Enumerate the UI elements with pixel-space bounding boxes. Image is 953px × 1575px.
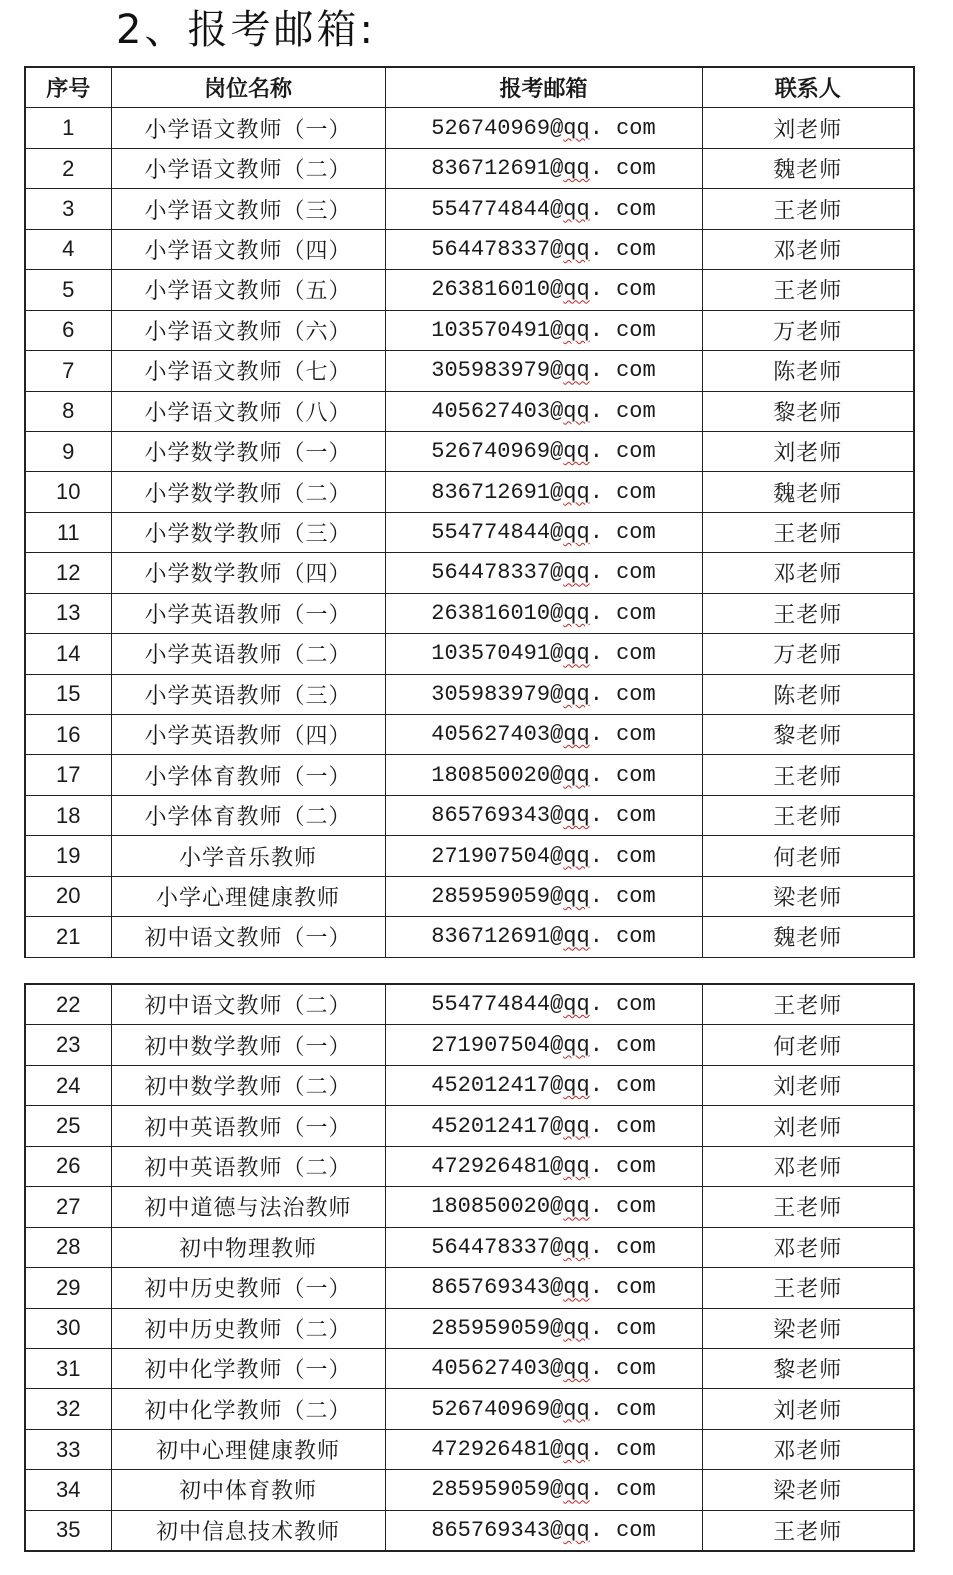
row-position: 初中化学教师（一）: [111, 1348, 385, 1388]
email-user: 472926481@: [431, 1153, 564, 1179]
row-position: 小学体育教师（一）: [111, 755, 385, 795]
row-position: 初中道德与法治教师: [111, 1187, 385, 1227]
table-row: [25, 984, 914, 1025]
row-seq: 15: [25, 674, 111, 714]
email-user: 836712691@: [431, 156, 564, 182]
row-contact: 陈老师: [702, 674, 914, 714]
row-seq: 30: [25, 1308, 111, 1348]
email-domain: qq: [563, 277, 590, 303]
row-email[interactable]: [385, 755, 702, 795]
email-user: 103570491@: [431, 641, 564, 667]
row-position: 初中信息技术教师: [111, 1510, 385, 1551]
row-seq: 32: [25, 1389, 111, 1429]
row-contact: 梁老师: [702, 1308, 914, 1348]
row-seq: 22: [25, 984, 111, 1025]
row-seq: 27: [25, 1187, 111, 1227]
row-position: 小学语文教师（三）: [111, 189, 385, 229]
row-contact: 邓老师: [702, 1429, 914, 1469]
row-seq: 26: [25, 1146, 111, 1186]
row-contact: 万老师: [702, 634, 914, 674]
table-row: [25, 1227, 914, 1267]
email-domain: qq: [563, 439, 590, 465]
row-seq: 8: [25, 391, 111, 431]
email-user: 472926481@: [431, 1437, 564, 1463]
email-user: 564478337@: [431, 236, 564, 262]
email-user: 526740969@: [431, 1396, 564, 1422]
row-position: 初中化学教师（二）: [111, 1389, 385, 1429]
row-seq: 33: [25, 1429, 111, 1469]
row-position: 小学语文教师（七）: [111, 351, 385, 391]
email-tld: . com: [589, 600, 656, 626]
table-row: [25, 512, 914, 552]
row-seq: 5: [25, 270, 111, 310]
row-seq: 16: [25, 715, 111, 755]
email-domain: qq: [563, 1396, 590, 1422]
email-user: 554774844@: [431, 196, 564, 222]
row-seq: 10: [25, 472, 111, 512]
email-domain: qq: [563, 196, 590, 222]
email-domain: qq: [563, 1315, 590, 1341]
table-row: [25, 1429, 914, 1469]
table-row: [25, 229, 914, 269]
row-email[interactable]: [385, 1389, 702, 1429]
row-position: 初中语文教师（二）: [111, 984, 385, 1025]
email-tld: . com: [589, 1315, 656, 1341]
row-seq: 2: [25, 148, 111, 188]
row-email[interactable]: [385, 148, 702, 188]
email-tld: . com: [589, 762, 656, 788]
email-tld: . com: [589, 1032, 656, 1058]
row-position: 小学语文教师（二）: [111, 148, 385, 188]
row-position: 初中数学教师（二）: [111, 1065, 385, 1105]
row-seq: 25: [25, 1106, 111, 1146]
row-contact: 邓老师: [702, 1146, 914, 1186]
row-email[interactable]: [385, 634, 702, 674]
email-user: 865769343@: [431, 1517, 564, 1543]
email-tld: . com: [589, 1073, 656, 1099]
email-tld: . com: [589, 681, 656, 707]
email-tld: . com: [589, 1153, 656, 1179]
email-user: 285959059@: [431, 883, 564, 909]
email-user: 271907504@: [431, 1032, 564, 1058]
row-position: 小学音乐教师: [111, 836, 385, 876]
email-tld: . com: [589, 398, 656, 424]
table-row: [25, 836, 914, 876]
email-user: 865769343@: [431, 803, 564, 829]
row-contact: 魏老师: [702, 148, 914, 188]
row-seq: 20: [25, 876, 111, 916]
table-row: [25, 1470, 914, 1510]
row-contact: 万老师: [702, 310, 914, 350]
table-header-row: [25, 67, 914, 108]
email-domain: qq: [563, 1153, 590, 1179]
row-position: 小学数学教师（四）: [111, 553, 385, 593]
email-user: 554774844@: [431, 520, 564, 546]
row-email[interactable]: [385, 1429, 702, 1469]
row-email[interactable]: [385, 836, 702, 876]
row-position: 小学英语教师（一）: [111, 593, 385, 633]
table-row: [25, 876, 914, 916]
email-domain: qq: [563, 520, 590, 546]
row-contact: 王老师: [702, 984, 914, 1025]
email-tld: . com: [589, 843, 656, 869]
email-user: 305983979@: [431, 681, 564, 707]
row-contact: 何老师: [702, 836, 914, 876]
email-domain: qq: [563, 1477, 590, 1503]
header-seq: 序号: [25, 67, 111, 108]
row-email[interactable]: [385, 472, 702, 512]
row-email[interactable]: [385, 1510, 702, 1551]
row-contact: 黎老师: [702, 1348, 914, 1388]
row-email[interactable]: [385, 270, 702, 310]
email-tld: . com: [589, 277, 656, 303]
email-user: 271907504@: [431, 843, 564, 869]
row-contact: 王老师: [702, 270, 914, 310]
email-domain: qq: [563, 924, 590, 950]
row-email[interactable]: [385, 553, 702, 593]
table-row: [25, 270, 914, 310]
row-position: 初中数学教师（一）: [111, 1025, 385, 1065]
row-email[interactable]: [385, 876, 702, 916]
row-position: 小学数学教师（一）: [111, 431, 385, 471]
row-email[interactable]: [385, 189, 702, 229]
row-seq: 3: [25, 189, 111, 229]
email-domain: qq: [563, 1194, 590, 1220]
row-contact: 刘老师: [702, 108, 914, 148]
row-position: 小学体育教师（二）: [111, 795, 385, 835]
table-row: [25, 1187, 914, 1227]
row-position: 初中体育教师: [111, 1470, 385, 1510]
header-position: 岗位名称: [111, 67, 385, 108]
table-row: [25, 715, 914, 755]
row-email[interactable]: [385, 1227, 702, 1267]
row-position: 小学英语教师（四）: [111, 715, 385, 755]
row-contact: 王老师: [702, 1268, 914, 1308]
row-seq: 17: [25, 755, 111, 795]
email-domain: qq: [563, 115, 590, 141]
row-seq: 29: [25, 1268, 111, 1308]
row-position: 初中英语教师（二）: [111, 1146, 385, 1186]
email-tld: . com: [589, 1113, 656, 1139]
table-row: [25, 1389, 914, 1429]
row-position: 初中语文教师（一）: [111, 917, 385, 958]
row-email[interactable]: [385, 108, 702, 148]
email-user: 554774844@: [431, 992, 564, 1018]
row-seq: 34: [25, 1470, 111, 1510]
table-row: [25, 553, 914, 593]
email-user: 405627403@: [431, 398, 564, 424]
email-user: 405627403@: [431, 722, 564, 748]
row-email[interactable]: [385, 351, 702, 391]
row-contact: 邓老师: [702, 553, 914, 593]
row-position: 初中心理健康教师: [111, 1429, 385, 1469]
row-position: 小学心理健康教师: [111, 876, 385, 916]
email-domain: qq: [563, 479, 590, 505]
email-tld: . com: [589, 358, 656, 384]
row-contact: 王老师: [702, 189, 914, 229]
email-tld: . com: [589, 479, 656, 505]
email-tld: . com: [589, 520, 656, 546]
email-user: 180850020@: [431, 1194, 564, 1220]
row-seq: 35: [25, 1510, 111, 1551]
table-row: [25, 634, 914, 674]
email-user: 263816010@: [431, 277, 564, 303]
email-tld: . com: [589, 1275, 656, 1301]
email-user: 526740969@: [431, 439, 564, 465]
row-contact: 王老师: [702, 1510, 914, 1551]
table-row: [25, 351, 914, 391]
email-tld: . com: [589, 317, 656, 343]
email-domain: qq: [563, 358, 590, 384]
email-user: 865769343@: [431, 1275, 564, 1301]
email-domain: qq: [563, 803, 590, 829]
row-email[interactable]: [385, 391, 702, 431]
row-email[interactable]: [385, 512, 702, 552]
row-email[interactable]: [385, 310, 702, 350]
email-domain: qq: [563, 762, 590, 788]
row-email[interactable]: [385, 1025, 702, 1065]
row-contact: 黎老师: [702, 715, 914, 755]
email-tld: . com: [589, 439, 656, 465]
email-tld: . com: [589, 1234, 656, 1260]
table-row: [25, 674, 914, 714]
table-row: [25, 472, 914, 512]
email-user: 305983979@: [431, 358, 564, 384]
email-tld: . com: [589, 992, 656, 1018]
email-domain: qq: [563, 1032, 590, 1058]
row-position: 小学语文教师（一）: [111, 108, 385, 148]
email-user: 405627403@: [431, 1356, 564, 1382]
email-user: 103570491@: [431, 317, 564, 343]
row-seq: 12: [25, 553, 111, 593]
email-domain: qq: [563, 1437, 590, 1463]
email-user: 285959059@: [431, 1315, 564, 1341]
table-row: [25, 1146, 914, 1186]
row-contact: 王老师: [702, 795, 914, 835]
email-tld: . com: [589, 1437, 656, 1463]
row-seq: 14: [25, 634, 111, 674]
row-email[interactable]: [385, 1308, 702, 1348]
row-contact: 陈老师: [702, 351, 914, 391]
email-domain: qq: [563, 722, 590, 748]
row-contact: 邓老师: [702, 1227, 914, 1267]
table-row: [25, 1025, 914, 1065]
table-row: [25, 1510, 914, 1551]
row-email[interactable]: [385, 1348, 702, 1388]
email-user: 263816010@: [431, 600, 564, 626]
email-domain: qq: [563, 600, 590, 626]
table-row: [25, 189, 914, 229]
email-user: 452012417@: [431, 1073, 564, 1099]
table-row: [25, 1268, 914, 1308]
row-email[interactable]: [385, 431, 702, 471]
header-contact: 联系人: [702, 67, 914, 108]
email-domain: qq: [563, 1113, 590, 1139]
table-row: [25, 310, 914, 350]
row-position: 初中历史教师（二）: [111, 1308, 385, 1348]
email-tld: . com: [589, 156, 656, 182]
row-seq: 24: [25, 1065, 111, 1105]
email-user: 836712691@: [431, 479, 564, 505]
row-contact: 邓老师: [702, 229, 914, 269]
row-position: 初中历史教师（一）: [111, 1268, 385, 1308]
email-table-part-1: [24, 66, 915, 959]
row-email[interactable]: [385, 1106, 702, 1146]
email-domain: qq: [563, 1275, 590, 1301]
row-contact: 梁老师: [702, 1470, 914, 1510]
table-row: [25, 795, 914, 835]
email-tld: . com: [589, 560, 656, 586]
row-email[interactable]: [385, 593, 702, 633]
email-tld: . com: [589, 641, 656, 667]
row-seq: 1: [25, 108, 111, 148]
table-row: [25, 1106, 914, 1146]
row-contact: 王老师: [702, 755, 914, 795]
section-heading: 2、报考邮箱:: [116, 7, 376, 53]
email-domain: qq: [563, 992, 590, 1018]
row-contact: 梁老师: [702, 876, 914, 916]
email-domain: qq: [563, 236, 590, 262]
email-domain: qq: [563, 398, 590, 424]
email-user: 452012417@: [431, 1113, 564, 1139]
email-domain: qq: [563, 156, 590, 182]
row-email[interactable]: [385, 1065, 702, 1105]
email-domain: qq: [563, 883, 590, 909]
row-position: 初中物理教师: [111, 1227, 385, 1267]
email-tld: . com: [589, 115, 656, 141]
table-row: [25, 431, 914, 471]
table-row: [25, 1348, 914, 1388]
email-tld: . com: [589, 1356, 656, 1382]
email-user: 285959059@: [431, 1477, 564, 1503]
row-seq: 13: [25, 593, 111, 633]
table-row: [25, 1065, 914, 1105]
row-email[interactable]: [385, 1146, 702, 1186]
email-domain: qq: [563, 560, 590, 586]
row-contact: 刘老师: [702, 1106, 914, 1146]
row-seq: 18: [25, 795, 111, 835]
row-seq: 23: [25, 1025, 111, 1065]
email-user: 836712691@: [431, 924, 564, 950]
row-seq: 11: [25, 512, 111, 552]
table-row: [25, 917, 914, 958]
row-position: 小学英语教师（二）: [111, 634, 385, 674]
row-email[interactable]: [385, 984, 702, 1025]
email-tld: . com: [589, 883, 656, 909]
email-table-part-2: [24, 983, 915, 1552]
email-domain: qq: [563, 1073, 590, 1099]
row-position: 小学数学教师（二）: [111, 472, 385, 512]
row-contact: 黎老师: [702, 391, 914, 431]
row-contact: 刘老师: [702, 1065, 914, 1105]
row-position: 小学语文教师（八）: [111, 391, 385, 431]
email-user: 526740969@: [431, 115, 564, 141]
row-position: 小学英语教师（三）: [111, 674, 385, 714]
email-tld: . com: [589, 722, 656, 748]
email-tld: . com: [589, 236, 656, 262]
email-tld: . com: [589, 1517, 656, 1543]
row-seq: 19: [25, 836, 111, 876]
row-email[interactable]: [385, 1268, 702, 1308]
table-row: [25, 391, 914, 431]
row-seq: 6: [25, 310, 111, 350]
row-position: 初中英语教师（一）: [111, 1106, 385, 1146]
row-seq: 4: [25, 229, 111, 269]
row-position: 小学数学教师（三）: [111, 512, 385, 552]
table-row: [25, 148, 914, 188]
email-domain: qq: [563, 681, 590, 707]
email-tld: . com: [589, 1477, 656, 1503]
row-email[interactable]: [385, 674, 702, 714]
row-seq: 7: [25, 351, 111, 391]
table-row: [25, 108, 914, 148]
row-seq: 9: [25, 431, 111, 471]
row-contact: 魏老师: [702, 917, 914, 958]
email-tld: . com: [589, 924, 656, 950]
email-domain: qq: [563, 1234, 590, 1260]
email-user: 180850020@: [431, 762, 564, 788]
row-contact: 刘老师: [702, 1389, 914, 1429]
row-seq: 28: [25, 1227, 111, 1267]
email-tld: . com: [589, 1396, 656, 1422]
row-email[interactable]: [385, 917, 702, 958]
email-tld: . com: [589, 196, 656, 222]
row-seq: 31: [25, 1348, 111, 1388]
row-contact: 刘老师: [702, 431, 914, 471]
row-email[interactable]: [385, 1187, 702, 1227]
email-domain: qq: [563, 641, 590, 667]
row-contact: 魏老师: [702, 472, 914, 512]
table-row: [25, 593, 914, 633]
row-contact: 王老师: [702, 593, 914, 633]
row-email[interactable]: [385, 715, 702, 755]
email-domain: qq: [563, 1517, 590, 1543]
row-position: 小学语文教师（五）: [111, 270, 385, 310]
row-email[interactable]: [385, 229, 702, 269]
row-position: 小学语文教师（四）: [111, 229, 385, 269]
email-domain: qq: [563, 843, 590, 869]
email-domain: qq: [563, 317, 590, 343]
table-row: [25, 1308, 914, 1348]
row-contact: 何老师: [702, 1025, 914, 1065]
email-tld: . com: [589, 1194, 656, 1220]
page-break: [0, 958, 953, 980]
row-email[interactable]: [385, 1470, 702, 1510]
table-row: [25, 755, 914, 795]
email-user: 564478337@: [431, 1234, 564, 1260]
email-user: 564478337@: [431, 560, 564, 586]
row-contact: 王老师: [702, 512, 914, 552]
row-seq: 21: [25, 917, 111, 958]
header-email: 报考邮箱: [385, 67, 702, 108]
email-domain: qq: [563, 1356, 590, 1382]
email-tld: . com: [589, 803, 656, 829]
row-position: 小学语文教师（六）: [111, 310, 385, 350]
row-contact: 王老师: [702, 1187, 914, 1227]
row-email[interactable]: [385, 795, 702, 835]
